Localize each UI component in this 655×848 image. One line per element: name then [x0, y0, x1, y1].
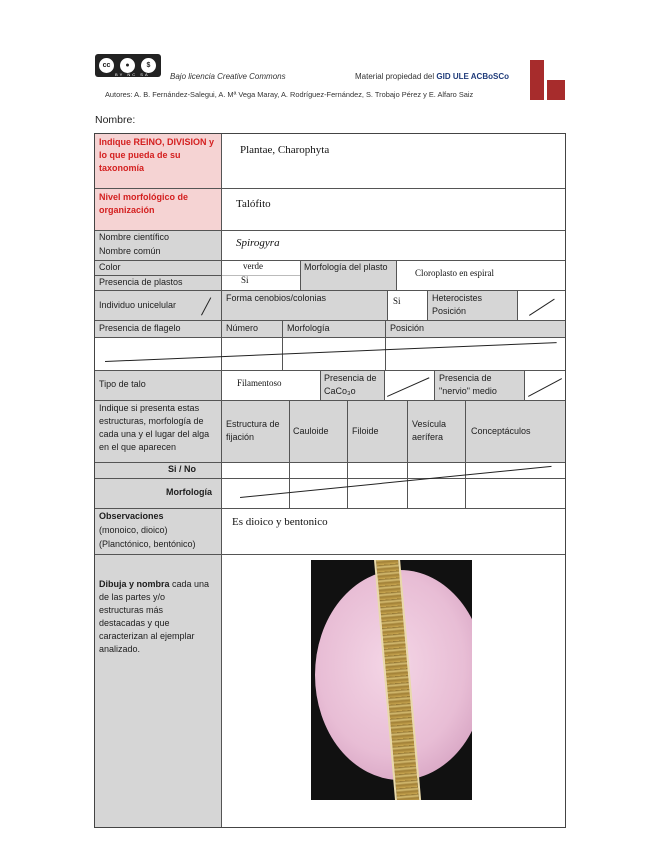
nombre-label: Nombre:	[95, 114, 136, 126]
fijacion-label: Estructura de fijación	[226, 419, 280, 442]
vesicula-label: Vesícula aerífera	[412, 419, 447, 442]
plastos-label: Presencia de plastos	[99, 277, 183, 287]
creative-commons-badge	[95, 54, 161, 77]
nc-icon: $	[140, 57, 157, 74]
university-logo-mark	[547, 80, 565, 100]
cenobios-label: Forma cenobios/colonias	[226, 293, 327, 303]
observaciones-hint-1: (monoico, dioico)	[99, 525, 168, 535]
spirogyra-micrograph	[311, 560, 472, 800]
observaciones-label: Observaciones	[99, 511, 164, 521]
si-no-label: Si / No	[168, 464, 197, 474]
posicion-label: Posición	[390, 323, 425, 333]
nombre-comun-label: Nombre común	[99, 246, 161, 256]
cc-strip-text: BY NC SA	[115, 72, 150, 77]
heterocistes-label: Heterocistes Posición	[432, 293, 483, 316]
morfologia-plasto-value: Cloroplasto en espiral	[415, 268, 494, 278]
tipo-talo-label: Tipo de talo	[99, 379, 146, 389]
cenobios-value: Si	[393, 296, 401, 306]
by-icon: ●	[119, 57, 136, 74]
cauloide-label: Cauloide	[293, 426, 329, 436]
university-logo-icon	[530, 60, 544, 100]
caco3-label: Presencia de CaCo₃o	[324, 373, 377, 396]
observaciones-value: Es dioico y bentonico	[232, 516, 328, 528]
nombre-cientifico-label: Nombre científico	[99, 232, 170, 242]
observaciones-hint-2: (Planctónico, bentónico)	[99, 539, 196, 549]
filoide-label: Filoide	[352, 426, 379, 436]
reino-value: Plantae, Charophyta	[240, 144, 330, 156]
unicelular-label: Individuo unicelular	[99, 300, 177, 310]
flagelo-label: Presencia de flagelo	[99, 323, 181, 333]
reino-label: Indique REINO, DIVISION y lo que pueda de su taxonomía	[99, 137, 215, 173]
dibuja-label: Dibuja y nombra cada una de las partes y/o estructuras más destacadas y que caracterizan al ejemplar analizado.	[99, 579, 210, 654]
university-logo-text: Universidad de León	[545, 63, 567, 74]
cc-icon: cc	[98, 57, 115, 74]
owner-text: Material propiedad del GID ULE ACBoSCo	[355, 72, 509, 81]
color-label: Color	[99, 262, 121, 272]
nervio-label: Presencia de "nervio" medio	[439, 373, 497, 396]
color-value: verde	[243, 261, 263, 271]
estructuras-label: Indique si presenta estas estructuras, morfología de cada una y el lugar del alga en el que aparecen	[99, 403, 210, 452]
nivel-label: Nivel morfológico de organización	[99, 192, 189, 215]
authors-text: Autores: A. B. Fernández-Salegui, A. Mª Vega Maray, A. Rodríguez-Fernández, S. Trobajo Pérez y E. Alfaro Saiz	[105, 90, 474, 99]
license-text: Bajo licencia Creative Commons	[170, 72, 286, 81]
nivel-value: Talófito	[236, 198, 271, 210]
morfologia-row-label: Morfología	[166, 487, 212, 497]
plastos-value: Si	[241, 275, 249, 285]
morfologia-plasto-label: Morfología del plasto	[304, 262, 388, 272]
numero-label: Número	[226, 323, 259, 333]
si-no-label-cell	[95, 462, 221, 478]
nombre-cientifico-value: Spirogyra	[236, 237, 280, 249]
tipo-talo-value: Filamentoso	[237, 378, 282, 388]
conceptaculos-label: Conceptáculos	[471, 426, 531, 436]
morfologia-flagelo-label: Morfología	[287, 323, 330, 333]
